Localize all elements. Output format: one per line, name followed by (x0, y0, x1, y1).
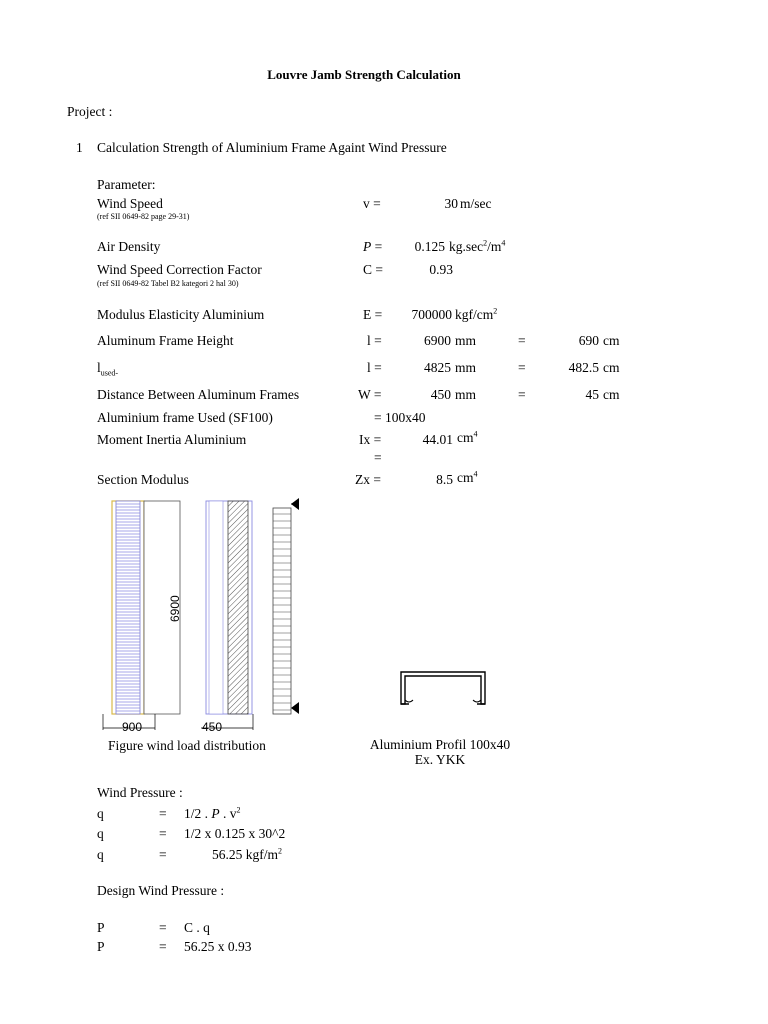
dp-row-1-var: P (97, 920, 105, 935)
dim-height-label: 6900 (168, 595, 182, 622)
inertia-value: 44.01 (422, 432, 453, 447)
l-used-label: $l_{used-}$ (97, 360, 119, 378)
modulus-value: 700000 (411, 307, 452, 322)
project-label: Project : (67, 104, 113, 119)
wind-speed-unit: m/sec (460, 196, 492, 211)
wp-row-1-var: q (97, 806, 104, 821)
correction-symbol: C = (363, 262, 383, 277)
wind-speed-symbol: v = (363, 196, 381, 211)
section-modulus-unit: $cm^4$ (457, 469, 478, 485)
modulus-symbol: E = (363, 307, 383, 322)
air-density-value: 0.125 (414, 239, 445, 254)
frame-height-value-cm: 690 (578, 333, 599, 348)
modulus-unit: kgf/$cm^2$ (455, 306, 498, 322)
dp-row-1-eq: = (159, 920, 167, 935)
section-modulus-symbol: Zx = (355, 472, 381, 487)
distance-unit-cm: cm (603, 387, 620, 402)
frame-used-value: = 100x40 (374, 410, 426, 425)
frame-height-label: Aluminum Frame Height (97, 333, 234, 348)
section-number: 1 (76, 140, 83, 155)
frame-height-unit-cm: cm (603, 333, 620, 348)
distance-unit: mm (455, 387, 477, 402)
section-modulus-value: 8.5 (436, 472, 453, 487)
dim-width-450: 450 (202, 720, 223, 734)
wp-row-2-expr: 1/2 x 0.125 x 30^2 (184, 826, 286, 841)
wp-row-2-var: q (97, 826, 104, 841)
figure-caption-left: Figure wind load distribution (108, 738, 266, 753)
correction-ref: (ref SII 0649-82 Tabel B2 kategori 2 hal 30) (97, 279, 239, 288)
frame-section-diagram (206, 501, 252, 714)
frame-height-unit: mm (455, 333, 477, 348)
l-used-value: 4825 (424, 360, 451, 375)
distance-symbol: W = (358, 387, 382, 402)
wind-speed-ref: (ref SII 0649-82 page 29-31) (97, 212, 190, 221)
distance-label: Distance Between Aluminum Frames (97, 387, 300, 402)
dp-row-2-expr: 56.25 x 0.93 (184, 939, 252, 954)
correction-value: 0.93 (429, 262, 453, 277)
wp-row-3-expr: 56.25 kgf/$m^2$ (212, 846, 282, 862)
dp-row-1-expr: C . q (184, 920, 210, 935)
page-title: Louvre Jamb Strength Calculation (267, 67, 461, 82)
wp-row-3-var: q (97, 847, 104, 862)
distance-equals: = (518, 387, 526, 402)
l-used-value-cm: 482.5 (568, 360, 599, 375)
dim-width-900: 900 (122, 720, 143, 734)
wind-load-figure (95, 492, 415, 742)
section-modulus-label: Section Modulus (97, 472, 189, 487)
distance-value: 450 (430, 387, 451, 402)
wp-row-1-expr: 1/2 . P . $v^2$ (184, 805, 241, 821)
figure-caption-right-2: Ex. YKK (414, 752, 466, 767)
air-density-symbol: P = (363, 239, 383, 254)
frame-used-label: Aluminium frame Used (SF100) (97, 410, 273, 425)
wp-row-2-eq: = (159, 826, 167, 841)
inertia-label: Moment Inertia Aluminium (97, 432, 247, 447)
frame-height-value: 6900 (424, 333, 451, 348)
l-used-symbol: l = (367, 360, 382, 375)
frame-height-equals: = (518, 333, 526, 348)
design-pressure-label: Design Wind Pressure : (97, 883, 225, 898)
air-density-label: Air Density (97, 239, 161, 254)
wp-row-3-eq: = (159, 847, 167, 862)
figure-caption-right-1: Aluminium Profil 100x40 (369, 737, 511, 752)
l-used-unit-cm: cm (603, 360, 620, 375)
l-used-equals: = (518, 360, 526, 375)
dp-row-2-var: P (97, 939, 105, 954)
section-title: Calculation Strength of Aluminium Frame Againt Wind Pressure (97, 140, 447, 155)
modulus-label: Modulus Elasticity Aluminium (97, 307, 265, 322)
parameter-label: Parameter: (97, 177, 156, 192)
wind-pressure-label: Wind Pressure : (97, 785, 183, 800)
dp-row-2-eq: = (159, 939, 167, 954)
aluminium-profile-diagram (393, 666, 493, 716)
air-density-unit: $kg.\sec^2/m^4$ (449, 238, 506, 254)
l-used-unit: mm (455, 360, 477, 375)
frame-height-symbol: l = (367, 333, 382, 348)
inertia-unit: $cm^4$ (457, 429, 478, 445)
inertia-symbol-eq: = (374, 450, 382, 465)
wp-row-1-eq: = (159, 806, 167, 821)
inertia-symbol: Ix = (359, 432, 382, 447)
distance-value-cm: 45 (585, 387, 599, 402)
wind-speed-value: 30 (444, 196, 458, 211)
wind-load-distribution-diagram (273, 498, 299, 714)
wind-speed-label: Wind Speed (97, 196, 163, 211)
correction-label: Wind Speed Correction Factor (97, 262, 262, 277)
